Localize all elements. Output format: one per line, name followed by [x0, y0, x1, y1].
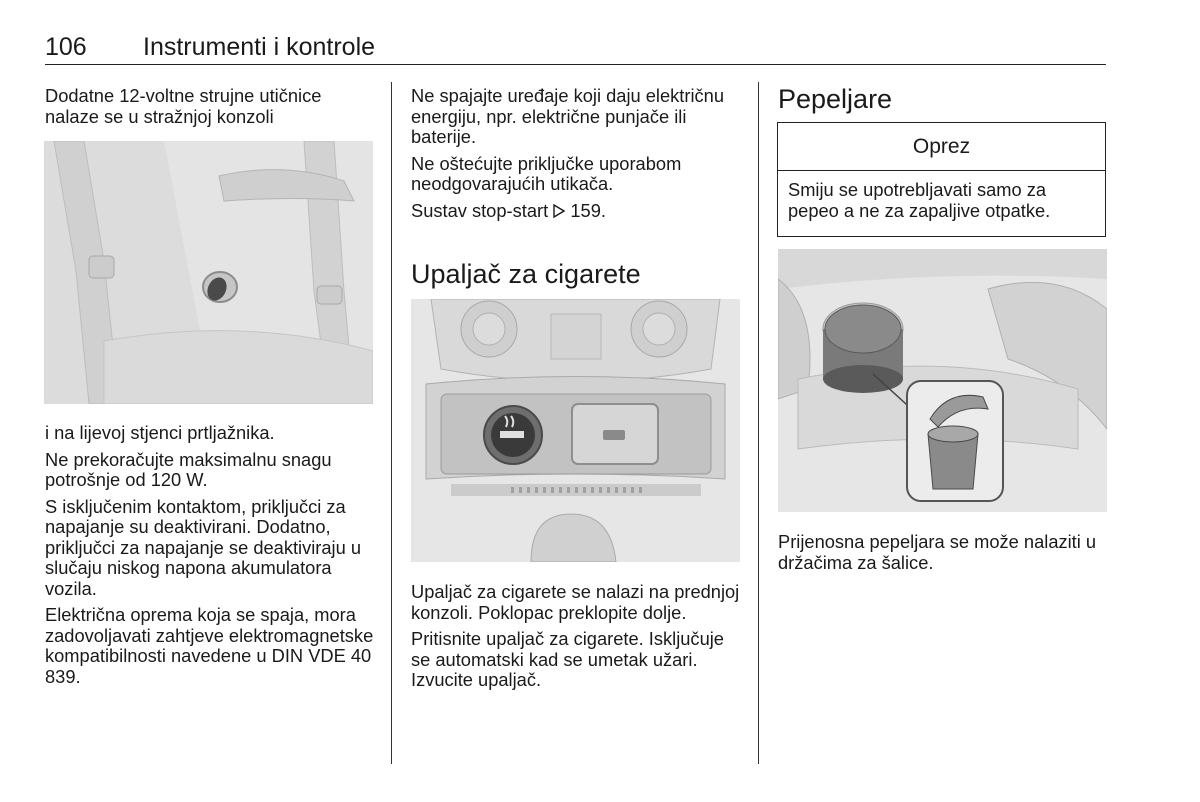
cigarette-lighter-illustration	[411, 299, 740, 562]
page-number: 106	[45, 33, 87, 61]
paragraph: Ne spajajte uređaje koji daju električnu energiju, npr. električne punjače ili baterije.	[411, 85, 724, 147]
column-1-intro	[45, 86, 380, 133]
column-divider-2	[758, 82, 759, 764]
column-1-body	[45, 423, 383, 693]
column-3-body	[778, 532, 1113, 579]
column-2-bottom	[411, 582, 746, 697]
reference-page[interactable]: 159.	[570, 199, 606, 221]
section-title: Instrumenti i kontrole	[143, 33, 376, 61]
heading-ashtrays: Pepeljare	[778, 84, 893, 114]
paragraph: Upaljač za cigarete se nalazi na prednjoj konzoli. Poklopac preklopite dolje.	[411, 581, 740, 623]
cross-reference	[411, 201, 746, 222]
reference-text: Sustav stop-start	[411, 199, 549, 221]
heading-cigarette-lighter: Upaljač za cigarete	[411, 259, 641, 289]
paragraph: S isključenim kontaktom, priključci za napajanje su deaktivirani. Dodatno, priključci za napajanje se deaktiviraju u slučaju niskog napona akumulatora vozila.	[45, 495, 362, 599]
rear-socket-illustration	[44, 141, 373, 404]
triangle-reference-icon	[553, 200, 570, 221]
paragraph: Dodatne 12-voltne strujne utičnice nalaze se u stražnjoj konzoli	[45, 85, 322, 127]
paragraph: i na lijevoj stjenci prtljažnika.	[45, 422, 275, 443]
column-2-top	[411, 86, 746, 227]
column-divider-1	[391, 82, 392, 764]
caution-text: Smiju se upotrebljavati samo za pepeo a ne za zapaljive otpatke.	[788, 179, 1051, 221]
caution-title: Oprez	[778, 123, 1105, 171]
paragraph: Pritisnite upaljač za cigarete. Isključuje se automatski kad se umetak užari. Izvucite upaljač.	[411, 628, 724, 690]
paragraph: Električna oprema koja se spaja, mora zadovoljavati zahtjeve elektromagnetske kompatibilnosti navedene u DIN VDE 40 839.	[45, 604, 374, 687]
header-rule	[45, 64, 1106, 65]
paragraph: Ne prekoračujte maksimalnu snagu potrošnje od 120 W.	[45, 448, 332, 490]
paragraph: Ne oštećujte priključke uporabom neodgovarajućih utikača.	[411, 152, 682, 194]
caution-box	[777, 122, 1106, 237]
paragraph: Prijenosna pepeljara se može nalaziti u držačima za šalice.	[778, 531, 1097, 573]
ashtray-illustration	[778, 249, 1107, 512]
